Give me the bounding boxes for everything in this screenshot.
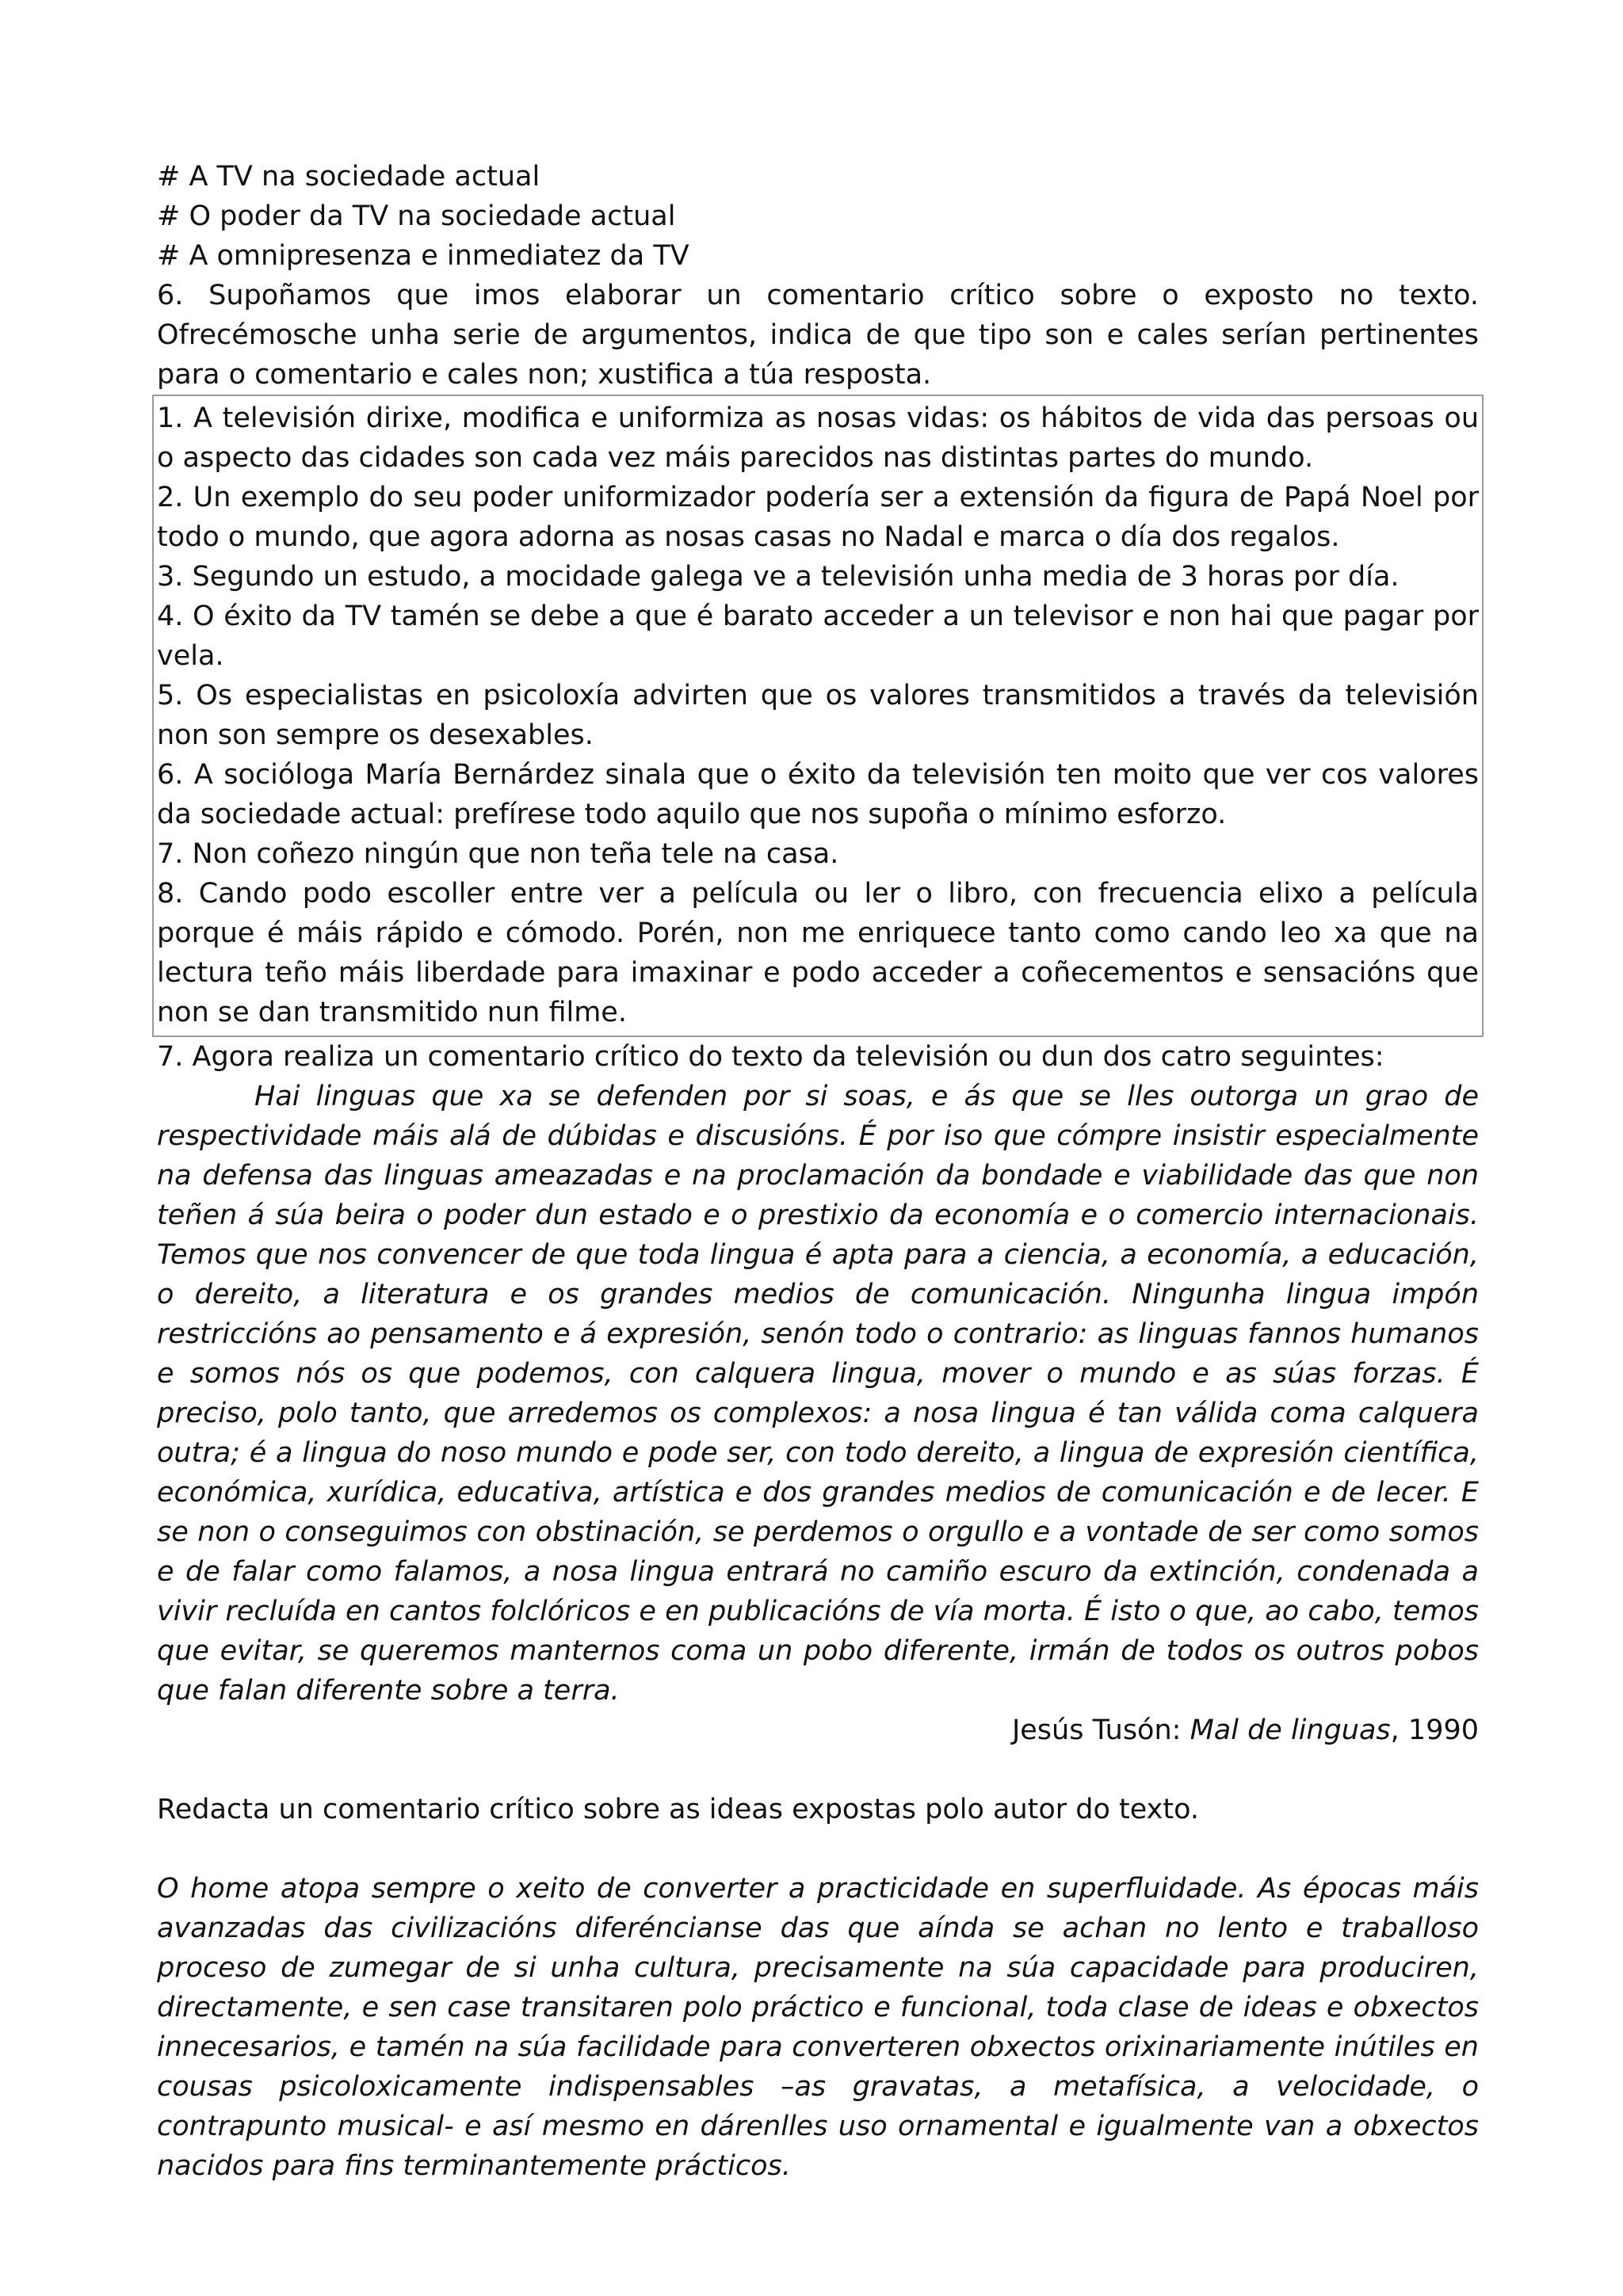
document-page	[157, 157, 1479, 2186]
arguments-box	[152, 395, 1484, 1037]
argument-item: 7. Non coñezo ningún que non teña tele na casa.	[157, 838, 839, 870]
question-7: 7. Agora realiza un comentario crítico do texto da televisión ou dun dos catro seguintes:	[157, 1041, 1384, 1073]
spacer	[157, 1829, 1479, 1869]
text-1-body: Hai linguas que xa se defenden por si soas, e ás que se lles outorga un grao de respectividade máis alá de dúbidas e discusións. É por iso que cómpre insistir especialmente na defensa das linguas ameazadas e na proclamación da bondade e viabilidade das que non teñen á súa beira o poder dun estado e o prestixio da economía e o comercio internacionais. Temos que nos convencer de que toda lingua é apta para a ciencia, a economía, a educación, o dereito, a literatura e os grandes medios de comunicación. Ningunha lingua impón restriccións ao pensamento e á expresión, senón todo o contrario: as linguas fannos humanos e somos nós os que podemos, con calquera lingua, mover o mundo e as súas forzas. É preciso, polo tanto, que arredemos os complexos: a nosa lingua é tan válida coma calquera outra; é a lingua do noso mundo e pode ser, con todo dereito, a lingua de expresión científica, económica, xurídica, educativa, artística e dos grandes medios de comunicación e de lecer. E se non o conseguimos con obstinación, se perdemos o orgullo e a vontade de ser como somos e de falar como falamos, a nosa lingua entrará no camiño escuro da extinción, condenada a vivir recluída en cantos folclóricos e en publicacións de vía morta. É isto o que, ao cabo, temos que evitar, se queremos manternos coma un pobo diferente, irmán de todos os outros pobos que falan diferente sobre a terra.	[157, 1081, 1479, 1707]
heading-3: # A omnipresenza e inmediatez da TV	[157, 240, 689, 272]
argument-item: 4. O éxito da TV tamén se debe a que é barato acceder a un televisor e non hai que pagar por vela.	[157, 601, 1479, 672]
argument-item: 8. Cando podo escoller entre ver a película ou ler o libro, con frecuencia elixo a película porque é máis rápido e cómodo. Porén, non me enriquece tanto como cando leo xa que na lectura teño máis liberdade para imaxinar e podo acceder a coñecementos e sensacións que non se dan transmitido nun filme.	[157, 878, 1479, 1028]
instruction: Redacta un comentario crítico sobre as ideas expostas polo autor do texto.	[157, 1794, 1200, 1825]
argument-item: 2. Un exemplo do seu poder uniformizador podería ser a extensión da figura de Papá Noel por todo o mundo, que agora adorna as nosas casas no Nadal e marca o día dos regalos.	[157, 482, 1479, 553]
citation-work: Mal de linguas	[1190, 1714, 1391, 1746]
spacer	[157, 1750, 1479, 1790]
heading-1: # A TV na sociedade actual	[157, 161, 540, 193]
citation	[157, 1711, 1479, 1750]
citation-author: Jesús Tusón:	[1011, 1714, 1190, 1746]
argument-item: 6. A socióloga María Bernárdez sinala que o éxito da televisión ten moito que ver cos valores da sociedade actual: prefírese todo aquilo que nos supoña o mínimo esforzo.	[157, 759, 1479, 830]
argument-item: 3. Segundo un estudo, a mocidade galega ve a televisión unha media de 3 horas por día.	[157, 561, 1400, 593]
argument-item: 1. A televisión dirixe, modifica e uniformiza as nosas vidas: os hábitos de vida das persoas ou o aspecto das cidades son cada vez máis parecidos nas distintas partes do mundo.	[157, 402, 1479, 474]
question-6: 6. Supoñamos que imos elaborar un comentario crítico sobre o exposto no texto. Ofrecémosche unha serie de argumentos, indica de que tipo son e cales serían pertinentes para o comentario e cales non; xustifica a túa resposta.	[157, 280, 1479, 391]
argument-item: 5. Os especialistas en psicoloxía advirten que os valores transmitidos a través da televisión non son sempre os desexables.	[157, 680, 1479, 751]
text-2-body: O home atopa sempre o xeito de converter a practicidade en superfluidade. As épocas máis avanzadas das civilizacións diferéncianse das que aínda se achan no lento e traballoso proceso de zumegar de si unha cultura, precisamente na súa capacidade para produciren, directamente, e sen case transitaren polo práctico e funcional, toda clase de ideas e obxectos innecesarios, e tamén na súa facilidade para converteren obxectos orixinariamente inútiles en cousas psicoloxicamente indispensables –as gravatas, a metafísica, a velocidade, o contrapunto musical- e así mesmo en dárenlles uso ornamental e igualmente van a obxectos nacidos para fins terminantemente prácticos.	[157, 1873, 1479, 2182]
heading-2: # O poder da TV na sociedade actual	[157, 200, 676, 232]
citation-year: , 1990	[1390, 1714, 1479, 1746]
